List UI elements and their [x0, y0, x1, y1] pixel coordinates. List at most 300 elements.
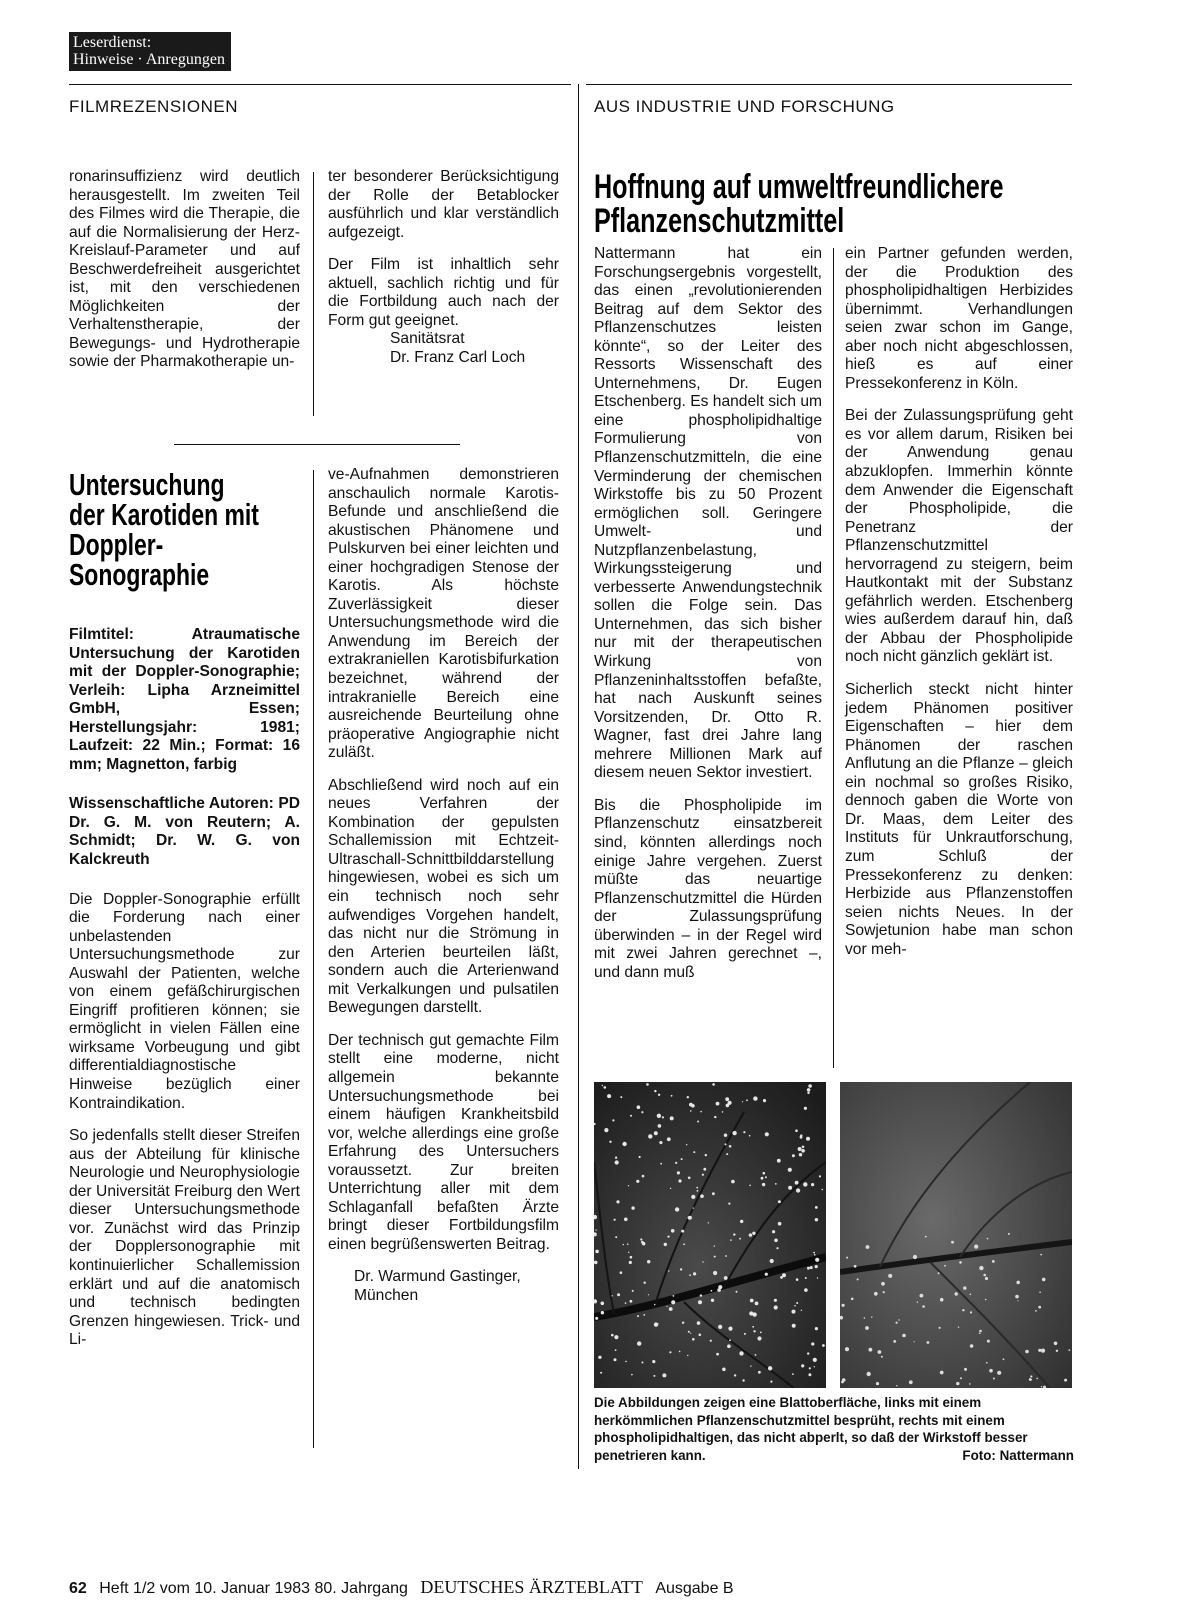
speckle — [725, 1143, 727, 1145]
photo-caption — [594, 1394, 1074, 1464]
speckle — [854, 1265, 857, 1268]
speckle — [796, 1188, 800, 1192]
speckle — [1030, 1375, 1032, 1377]
speckle — [920, 1294, 924, 1298]
speckle — [667, 1137, 671, 1141]
signature-name: Dr. Warmund Gastinger, — [354, 1268, 521, 1286]
speckle — [985, 1277, 988, 1280]
speckle — [725, 1097, 729, 1101]
speckle — [731, 1180, 735, 1184]
speckle — [629, 1261, 632, 1264]
speckle — [630, 1256, 633, 1259]
film-info: Filmtitel: Atraumatische Untersuchung der Karotiden mit der Doppler-Sonographie; Verleih: Lipha Arzneimittel GmbH, Essen; Herstellungsjahr: 1981; Laufzeit: 22 Min.; Format: 16 mm; Magnetton, farbig — [69, 626, 300, 773]
speckle — [778, 1222, 782, 1226]
speckle — [851, 1298, 854, 1301]
speckle — [799, 1153, 802, 1156]
speckle — [609, 1141, 611, 1143]
speckle — [755, 1354, 757, 1356]
speckle — [752, 1326, 754, 1328]
speckle — [865, 1326, 869, 1330]
speckle — [914, 1341, 915, 1342]
speckle — [842, 1378, 846, 1382]
speckle — [733, 1233, 735, 1235]
speckle — [881, 1282, 885, 1286]
speckle — [604, 1128, 608, 1132]
speckle — [742, 1379, 744, 1381]
speckle — [801, 1364, 804, 1367]
speckle — [807, 1352, 809, 1354]
speckle — [757, 1336, 761, 1340]
speckle — [659, 1141, 662, 1144]
speckle — [765, 1273, 768, 1276]
speckle — [675, 1207, 679, 1211]
speckle — [654, 1304, 655, 1305]
speckle — [808, 1373, 811, 1376]
speckle — [594, 1261, 598, 1265]
speckle — [987, 1340, 990, 1343]
speckle — [698, 1300, 702, 1304]
speckle — [614, 1358, 617, 1361]
paragraph: Sicherlich steckt nicht hinter jedem Phänomen positiver Eigenschaften – hier dem Phänomen der raschen Anflutung an die Pflanze – gleich ein nochmal so großes Risiko, dennoch gaben die Worte von Dr. Maas, dem Leiter des Instituts für Unkrautforschung, zum Schluß der Pressekonferenz zu denken: Herbizide aus Pflanzenstoffen seien nichts Neues. In der Sowjetunion habe man schon vor meh- — [845, 681, 1073, 958]
speckle — [705, 1154, 707, 1156]
speckle — [609, 1095, 611, 1097]
speckle — [678, 1179, 681, 1182]
speckle — [750, 1299, 754, 1303]
speckle — [1039, 1292, 1041, 1294]
speckle — [987, 1238, 989, 1240]
speckle — [718, 1285, 722, 1289]
speckle — [637, 1341, 641, 1345]
speckle — [867, 1372, 871, 1376]
speckle — [746, 1099, 748, 1101]
speckle — [637, 1315, 639, 1317]
title-line: Doppler- — [69, 527, 164, 562]
speckle — [727, 1344, 731, 1348]
speckle — [811, 1342, 814, 1345]
speckle — [896, 1322, 898, 1324]
speckle — [986, 1362, 988, 1364]
speckle — [804, 1107, 807, 1110]
speckle — [648, 1134, 652, 1138]
speckle — [689, 1274, 691, 1276]
speckle — [697, 1190, 699, 1192]
signature-name: Dr. Franz Carl Loch — [390, 348, 526, 366]
speckle — [811, 1183, 814, 1186]
section-label-left: FILMREZENSIONEN — [69, 97, 239, 116]
speckle — [713, 1271, 717, 1275]
speckle — [805, 1277, 807, 1279]
speckle — [739, 1351, 743, 1355]
speckle — [612, 1295, 613, 1296]
speckle — [985, 1299, 987, 1301]
speckle — [703, 1168, 706, 1171]
speckle — [958, 1327, 959, 1328]
speckle — [1015, 1295, 1019, 1299]
speckle — [671, 1300, 675, 1304]
speckle — [792, 1154, 795, 1157]
speckle — [743, 1131, 745, 1133]
speckle — [955, 1292, 958, 1295]
speckle — [909, 1380, 913, 1384]
speckle — [772, 1230, 775, 1233]
speckle — [632, 1290, 634, 1292]
speckle — [993, 1378, 995, 1380]
speckle — [807, 1267, 810, 1270]
speckle — [788, 1186, 792, 1190]
speckle — [630, 1115, 632, 1117]
speckle — [615, 1157, 617, 1159]
column-divider — [313, 172, 314, 416]
speckle — [815, 1265, 818, 1268]
speckle — [690, 1333, 691, 1334]
speckle — [778, 1200, 781, 1203]
speckle — [956, 1382, 959, 1385]
speckle — [729, 1145, 732, 1148]
speckle — [913, 1255, 917, 1259]
speckle — [702, 1174, 704, 1176]
speckle — [792, 1324, 796, 1328]
speckle — [711, 1290, 713, 1292]
issue-info: Heft 1/2 vom 10. Januar 1983 80. Jahrgang — [99, 1580, 408, 1597]
speckle — [612, 1119, 614, 1121]
speckle — [801, 1149, 805, 1153]
speckle — [753, 1330, 755, 1332]
speckle — [624, 1218, 628, 1222]
speckle — [803, 1182, 807, 1186]
speckle — [734, 1374, 736, 1376]
speckle — [671, 1229, 675, 1233]
speckle — [760, 1332, 762, 1334]
speckle — [992, 1260, 995, 1263]
speckle — [864, 1317, 866, 1319]
speckle — [752, 1232, 755, 1235]
title-line: der Karotiden mit — [69, 497, 259, 532]
signature-city: München — [354, 1286, 419, 1304]
speckle — [846, 1257, 848, 1259]
paragraph: Bei der Zulassungsprüfung geht es vor allem darum, Risiken bei der Anwendung genau abzuklopfen. Immerhin könnte dem Anwender die Eigenschaft der Phospholipide, die Penetranz der Pflanzenschutzmittel hervorragend zu steigern, beim Hautkontakt mit der Substanz gefährlich werden. Etschenberg wies außerdem darauf hin, daß der Abbau der Phospholipide noch nicht gänzlich geklärt ist. — [845, 407, 1073, 666]
caption-text: Die Abbildungen zeigen eine Blattoberfläche, links mit einem herkömmlichen Pflanzenschutzmittel besprüht, rechts mit einem phospholipidhaltigen, das nicht abperlt, so daß der Wirkstoff besser penetrieren kann. — [594, 1395, 1028, 1463]
speckle — [628, 1185, 629, 1186]
speckle — [726, 1153, 728, 1155]
speckle — [739, 1238, 741, 1240]
speckle — [749, 1135, 751, 1137]
speckle — [595, 1250, 599, 1254]
speckle — [815, 1218, 818, 1221]
speckle — [869, 1348, 873, 1352]
speckle — [807, 1088, 811, 1092]
speckle — [662, 1116, 664, 1118]
speckle — [813, 1358, 817, 1362]
speckle — [693, 1151, 695, 1153]
speckle — [822, 1344, 825, 1347]
speckle — [697, 1321, 701, 1325]
speckle — [1041, 1349, 1045, 1353]
speckle — [815, 1206, 818, 1209]
journal-name: DEUTSCHES ÄRZTEBLATT — [420, 1577, 643, 1597]
speckle — [677, 1171, 680, 1174]
speckle — [765, 1132, 769, 1136]
speckle — [660, 1163, 662, 1165]
speckle — [722, 1368, 726, 1372]
speckle — [682, 1322, 684, 1324]
speckle — [792, 1373, 794, 1375]
speckle — [765, 1176, 767, 1178]
speckle — [652, 1360, 655, 1363]
speckle — [688, 1331, 690, 1333]
speckle — [631, 1206, 634, 1209]
speckle — [658, 1094, 660, 1096]
speckle — [1016, 1281, 1020, 1285]
speckle — [983, 1274, 986, 1277]
leaf-photo-right-image — [840, 1082, 1072, 1388]
section-header-box — [69, 32, 231, 71]
speckle — [822, 1189, 824, 1191]
speckle — [680, 1268, 682, 1270]
paragraph: Der technisch gut gemachte Film stellt eine moderne, nicht allgemein bekannte Untersuchungsmethode bei einem häufigen Krankheitsbild vor, welche allerdings eine große Erfahrung des Untersuchers voraussetzt. Zur breiten Unterrichtung aller mit dem Schlaganfall befaßten Ärzte bringt dieser Fortbildungsfilm einen begrüßenswerten Beitrag. — [328, 1031, 559, 1253]
paragraph: Die Doppler-Sonographie erfüllt die Forderung nach einer unbelastenden Untersuchungsmethode zur Auswahl der Patienten, welche von einem gefäßchirurgischen Eingriff profitieren können; sie ermöglicht in vielen Fällen eine wirksame Vorbeugung und gibt differentialdiagnostische Hinweise bezüglich einer Kontraindikation. — [69, 890, 300, 1112]
speckle — [888, 1274, 892, 1278]
speckle — [654, 1322, 658, 1326]
speckle — [815, 1327, 818, 1330]
speckle — [770, 1381, 772, 1383]
speckle — [732, 1131, 736, 1135]
speckle — [749, 1185, 751, 1187]
speckle — [670, 1188, 671, 1189]
speckle — [774, 1299, 777, 1302]
leaf-photo-left-image — [594, 1082, 826, 1388]
speckle — [669, 1307, 673, 1311]
speckle — [753, 1096, 757, 1100]
speckle — [963, 1286, 966, 1289]
speckle — [749, 1311, 753, 1315]
review2-col1 — [69, 626, 300, 1364]
speckle — [1036, 1378, 1038, 1380]
speckle — [842, 1304, 845, 1307]
paragraph: ein Partner gefunden werden, der die Produktion des phospholipidhaltigen Herbizides übernimmt. Verhandlungen seien zwar schon im Gange, aber noch nicht abgeschlossen, hieß es auf einer Pressekonferenz in Köln. — [845, 245, 1073, 392]
speckle — [666, 1306, 667, 1307]
speckle — [724, 1276, 728, 1280]
speckle — [687, 1355, 688, 1356]
speckle — [871, 1316, 872, 1317]
speckle — [960, 1377, 962, 1379]
speckle — [979, 1333, 981, 1335]
paragraph: ter besonderer Berücksichtigung der Rolle der Betablocker ausführlich und klar verständlich aufgezeigt. — [328, 168, 559, 241]
speckle — [740, 1220, 743, 1223]
column-divider — [313, 470, 314, 1448]
speckle — [898, 1319, 899, 1320]
speckle — [883, 1291, 885, 1293]
speckle — [601, 1311, 604, 1314]
speckle — [714, 1256, 716, 1258]
speckle — [774, 1305, 778, 1309]
speckle — [615, 1349, 617, 1351]
speckle — [902, 1334, 906, 1338]
speckle — [696, 1187, 698, 1189]
speckle — [700, 1294, 702, 1296]
speckle — [700, 1111, 702, 1113]
paragraph: Bis die Phospholipide im Pflanzenschutz einsatzbereit sind, könnten allerdings noch einige Jahre vergehen. Zuerst müßte das neuartige Pflanzenschutzmittel die Hürden der Zulassungsprüfung überwinden – in der Regel wird mit zwei Jahren gerechnet –, und dann muß — [594, 796, 822, 981]
speckle — [664, 1243, 667, 1246]
section-divider — [578, 84, 579, 1469]
speckle — [817, 1277, 818, 1278]
paragraph: Nattermann hat ein Forschungsergebnis vorgestellt, das einen „revolutionierenden Beitrag auf dem Sektor des Pflanzenschutzes leisten könnte“, so der Leiter des Ressorts Wissenschaft des Unternehmens, Dr. Eugen Etschenberg. Es handelt sich um eine phospholipidhaltige Formulierung von Pflanzenschutzmitteln, die eine Verminderung der chemischen Wirkstoffe bis zu 50 Prozent ermöglichen soll. Geringere Umwelt- und Nutzpflanzenbelastung, Wirkungssteigerung und verbesserte Anwendungstechnik sollen die Folge sein. Das Unternehmen, das sich bisher nur mit der therapeutischen Wirkung von Pflanzeninhaltsstoffen befaßte, hat nach Auskunft seines Vorsitzenden, Dr. Otto R. Wagner, fast drei Jahre lang mehrere Millionen Mark auf diesem neuen Sektor investiert. — [594, 245, 822, 782]
column-divider — [833, 248, 834, 1068]
speckle — [611, 1334, 614, 1337]
speckle — [1017, 1300, 1018, 1301]
speckle — [712, 1192, 715, 1195]
page-number: 62 — [69, 1580, 87, 1597]
speckle — [667, 1236, 669, 1238]
speckle — [653, 1375, 655, 1377]
speckle — [643, 1314, 645, 1316]
review1-col2 — [328, 168, 559, 367]
speckle — [878, 1350, 882, 1354]
speckle — [675, 1162, 677, 1164]
speckle — [728, 1101, 732, 1105]
speckle — [681, 1158, 683, 1160]
speckle — [801, 1310, 802, 1311]
article-col1 — [594, 245, 822, 996]
speckle — [722, 1111, 724, 1113]
speckle — [1035, 1310, 1037, 1312]
speckle — [874, 1292, 878, 1296]
speckle — [646, 1083, 649, 1086]
speckle — [616, 1200, 619, 1203]
speckle — [669, 1351, 671, 1353]
review2-col2 — [328, 466, 559, 1306]
speckle — [641, 1241, 644, 1244]
speckle — [600, 1372, 602, 1374]
speckle — [648, 1294, 649, 1295]
speckle — [630, 1300, 633, 1303]
speckle — [979, 1330, 982, 1333]
speckle — [768, 1366, 772, 1370]
speckle — [658, 1124, 662, 1128]
speckle — [654, 1131, 658, 1135]
speckle — [628, 1252, 629, 1253]
speckle — [728, 1203, 730, 1205]
speckle — [969, 1383, 971, 1385]
speckle — [710, 1340, 712, 1342]
speckle — [718, 1325, 722, 1329]
speckle — [668, 1270, 669, 1271]
title-line: Pflanzenschutzmittel — [594, 202, 845, 240]
paragraph: Abschließend wird noch auf ein neues Verfahren der Kombination der gepulsten Schallemission mit Echtzeit-Ultraschall-Schnittbilddarstellung hingewiesen, wobei es sich um ein technisch noch sehr aufwendiges Vorgehen handelt, das nicht nur die Strömung in den Arterien beurteilen läßt, sondern auch die Arterienwand mit Verkalkungen und pulsatilen Bewegungen darstellt. — [328, 776, 559, 1017]
speckle — [683, 1243, 685, 1245]
speckle — [763, 1172, 766, 1175]
page-footer — [69, 1577, 734, 1598]
speckle — [631, 1374, 633, 1376]
article-title — [594, 170, 1074, 238]
speckle — [716, 1102, 720, 1106]
speckle — [711, 1299, 714, 1302]
speckle — [657, 1114, 661, 1118]
title-line: Sonographie — [69, 557, 210, 592]
speckle — [595, 1229, 596, 1230]
speckle — [959, 1261, 962, 1264]
speckle — [617, 1293, 620, 1296]
speckle — [644, 1282, 646, 1284]
speckle — [620, 1096, 622, 1098]
edition: Ausgabe B — [655, 1580, 734, 1597]
speckle — [819, 1175, 821, 1177]
speckle — [598, 1356, 601, 1359]
speckle — [970, 1311, 972, 1313]
speckle — [750, 1365, 751, 1366]
speckle — [729, 1339, 731, 1341]
speckle — [794, 1305, 796, 1307]
speckle — [795, 1129, 798, 1132]
speckle — [708, 1222, 709, 1223]
paragraph: ve-Aufnahmen demonstrieren anschaulich normale Karotis-Befunde und anschließend die akustischen Phänomene und Pulskurven bei einer leichten und einer hochgradigen Stenose der Karotis. Als höchste Zuverlässigkeit dieser Untersuchungsmethode wird die Anwendung im Bereich der extrakraniellen Karotisbifurkation bezeichnet, während der intrakranielle Bereich eine ausreichende Beurteilung ohne präoperative Angiographie nicht zuläßt. — [328, 466, 559, 762]
speckle — [642, 1362, 644, 1364]
paragraph: ronarinsuffizienz wird deutlich herausgestellt. Im zweiten Teil des Filmes wird die Therapie, die auf die Normalisierung der Herz- Kreislauf-Parameter und auf Beschwerdefreiheit ausgerichtet ist, mit den verschiedenen Möglichkeiten der Verhaltenstherapie, der Bewegungs- und Hydrotherapie sowie der Pharmakotherapie un- — [69, 168, 300, 371]
speckle — [845, 1347, 849, 1351]
speckle — [1029, 1378, 1032, 1381]
speckle — [714, 1116, 716, 1118]
speckle — [728, 1327, 732, 1331]
speckle — [1003, 1358, 1005, 1360]
speckle — [788, 1168, 792, 1172]
speckle — [1042, 1278, 1046, 1282]
speckle — [762, 1183, 765, 1186]
speckle — [944, 1265, 946, 1267]
speckle — [1008, 1233, 1010, 1235]
speckle — [997, 1371, 1001, 1375]
speckle — [917, 1301, 918, 1302]
speckle — [712, 1083, 715, 1086]
review1-col1 — [69, 168, 300, 386]
speckle — [813, 1252, 815, 1254]
paragraph: So jedenfalls stellt dieser Streifen aus der Abteilung für klinische Neurologie und Neurophysiologie der Universität Freiburg den Wert dieser Untersuchungsmethode vor. Zunächst wird das Prinzip der Dopplersonographie mit kontinuierlicher Schallemission erklärt und auf die anatomisch und technisch bedingten Grenzen hingewiesen. Trick- und Li- — [69, 1127, 300, 1349]
speckle — [814, 1254, 816, 1256]
speckle — [647, 1260, 650, 1263]
speckle — [940, 1371, 944, 1375]
top-rule-right — [586, 84, 1072, 85]
speckle — [758, 1371, 761, 1374]
speckle — [736, 1291, 738, 1293]
title-line: Untersuchung — [69, 467, 225, 502]
speckle — [625, 1361, 627, 1363]
speckle — [777, 1159, 781, 1163]
speckle — [810, 1266, 813, 1269]
speckle — [815, 1258, 819, 1262]
speckle — [615, 1160, 619, 1164]
speckle — [800, 1136, 803, 1139]
speckle — [774, 1239, 778, 1243]
speckle — [792, 1310, 796, 1314]
speckle — [1038, 1306, 1041, 1309]
speckle — [700, 1194, 704, 1198]
speckle — [671, 1095, 673, 1097]
speckle — [614, 1335, 618, 1339]
speckle — [974, 1245, 978, 1249]
speckle — [780, 1276, 783, 1279]
speckle — [657, 1323, 658, 1324]
speckle — [795, 1181, 799, 1185]
speckle — [749, 1233, 752, 1236]
speckle — [640, 1238, 642, 1240]
signature-title: Sanitätsrat — [390, 330, 465, 348]
speckle — [770, 1259, 774, 1263]
speckle — [702, 1261, 703, 1262]
review2-title — [69, 467, 309, 592]
speckle — [755, 1302, 759, 1306]
speckle — [688, 1177, 691, 1180]
speckle — [744, 1333, 746, 1335]
speckle — [1038, 1349, 1041, 1352]
speckle — [1040, 1254, 1042, 1256]
